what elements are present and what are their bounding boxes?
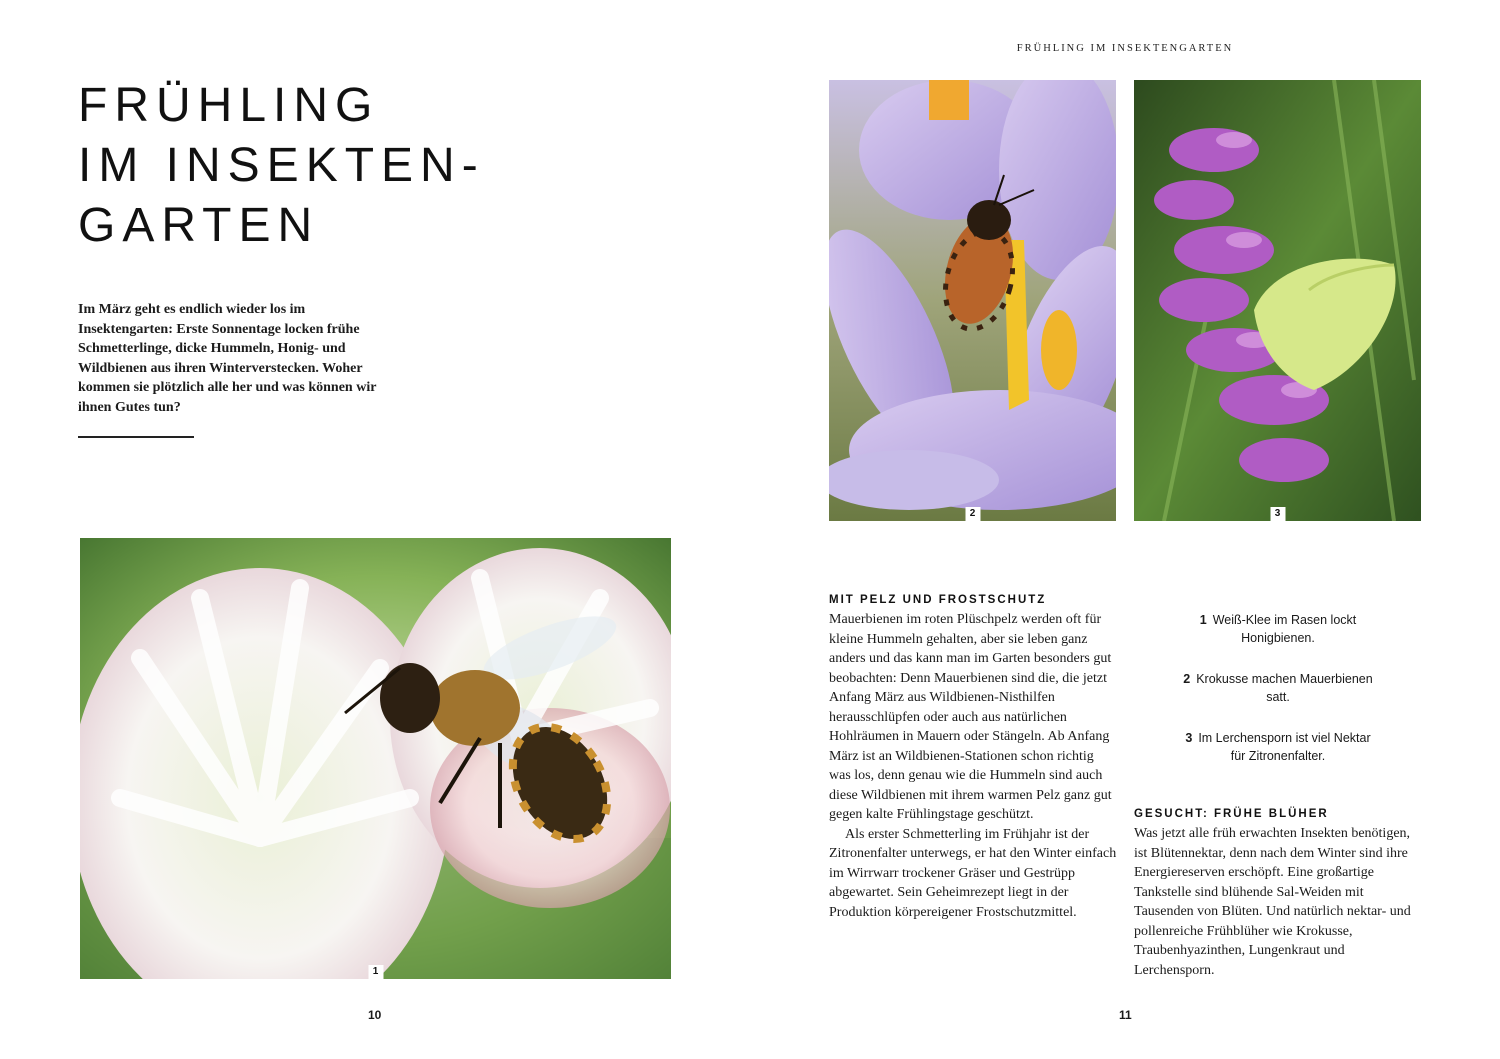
caption-number: 3 xyxy=(1185,731,1193,745)
paragraph: Als erster Schmetterling im Frühjahr ist der Zitronenfalter unterwegs, er hat den Winter einfach im Wirrwarr trockener Gräser und Gestrüpp abgewartet. Sein Geheimrezept liegt in der Produktion körpereigener Frostschutzmittel. xyxy=(829,826,1117,920)
corydalis-illustration xyxy=(1134,80,1421,521)
photo-brimstone-corydalis xyxy=(1134,80,1421,521)
intro-divider xyxy=(78,436,194,438)
intro-paragraph: Im März geht es endlich wieder los im Insektengarten: Erste Sonnentage locken frühe Schmetterlinge, dicke Hummeln, Honig- und Wildbienen aus ihren Winterverstecken. Woher kommen sie plötzlich alle her und was können wir ihnen Gutes tun? xyxy=(78,302,377,415)
section-heading-pelz: MIT PELZ UND FROSTSCHUTZ xyxy=(829,594,1047,606)
title-line-2: IM INSEKTEN- xyxy=(78,139,485,192)
photo-number-2: 2 xyxy=(965,507,980,521)
title-line-1: FRÜHLING xyxy=(78,79,380,132)
paragraph: Mauerbienen im roten Plüschpelz werden oft für kleine Hummeln gehalten, aber sie leben ganz anders und das kann man im Garten besonders gut beobachten: Denn Mauerbienen sind die, die jetzt Anfang März aus Wildbienen-Nisthilfen herausschlüpfen oder auch aus natürlichen Hohlräumen in Mauern oder Stängeln. Ab Anfang März ist an Wildbienen-Stationen schon richtig was los, denn genau wie die Hummeln sind auch diese Wildbienen mit ihrem warmen Pelz ganz gut gegen kalte Frühlingstage geschützt. xyxy=(829,612,1112,822)
title-line-3: GARTEN xyxy=(78,199,320,252)
section-heading-blueher: GESUCHT: FRÜHE BLÜHER xyxy=(1134,808,1329,820)
section-body-blueher xyxy=(1134,824,1422,980)
caption-text: Im Lerchensporn ist viel Nektar für Zitronenfalter. xyxy=(1198,731,1371,763)
caption-number: 2 xyxy=(1183,672,1191,686)
photo-number-1: 1 xyxy=(368,965,383,979)
page-number-left: 10 xyxy=(368,1008,382,1022)
caption-number: 1 xyxy=(1199,613,1207,627)
photo-number-3: 3 xyxy=(1270,507,1285,521)
caption-2 xyxy=(1178,670,1378,706)
crocus-illustration xyxy=(829,80,1116,521)
page-number-right: 11 xyxy=(1119,1008,1132,1022)
photo-captions xyxy=(1178,611,1378,788)
paragraph: Was jetzt alle früh erwachten Insekten benötigen, ist Blütennektar, denn nach dem Winter sind ihre Energiereserven erschöpft. Eine großartige Tankstelle sind blühende Sal-Weiden mit Tausenden von Blüten. Und natürlich nektar- und pollenreiche Frühblüher wie Krokusse, Traubenhyazinthen, Lungenkraut und Lerchensporn. xyxy=(1134,826,1411,978)
running-head: FRÜHLING IM INSEKTENGARTEN xyxy=(1016,43,1234,54)
photo-bee-on-clover xyxy=(80,538,671,979)
caption-1 xyxy=(1178,611,1378,647)
caption-3 xyxy=(1178,729,1378,765)
caption-text: Weiß-Klee im Rasen lockt Honigbienen. xyxy=(1212,613,1357,645)
caption-text: Krokusse machen Mauerbienen satt. xyxy=(1196,672,1373,704)
bee-clover-illustration xyxy=(80,538,671,979)
section-body-pelz xyxy=(829,610,1117,922)
chapter-title xyxy=(78,76,578,256)
photo-mason-bee-crocus xyxy=(829,80,1116,521)
